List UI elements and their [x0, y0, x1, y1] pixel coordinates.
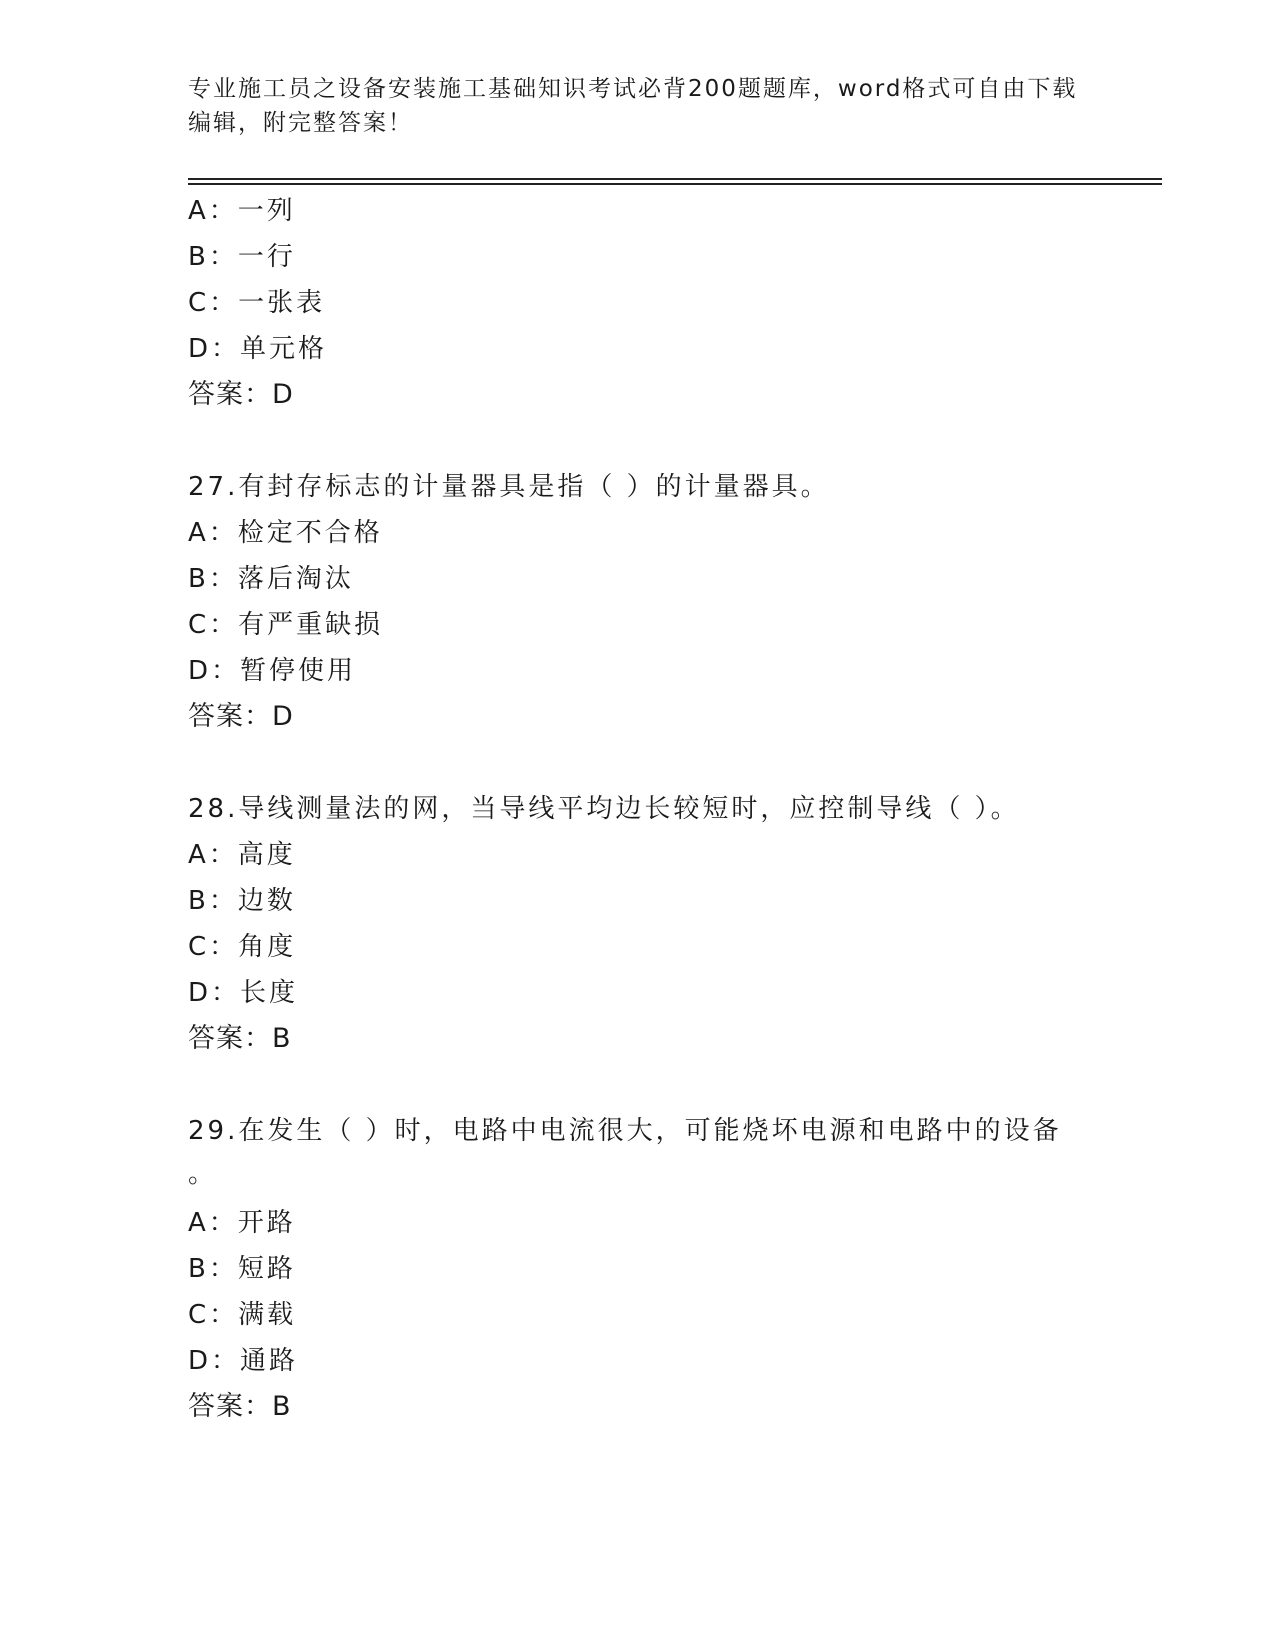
question-26	[188, 188, 1168, 418]
option-c: C：角度	[188, 932, 297, 962]
spacer	[188, 1062, 1168, 1108]
question-29	[188, 1108, 1168, 1430]
question-stem-continuation: 。	[188, 1159, 218, 1189]
question-27	[188, 464, 1168, 740]
header-title-line-2: 编辑，附完整答案！	[188, 110, 413, 136]
header-divider-top	[188, 178, 1162, 180]
question-28	[188, 786, 1168, 1062]
option-b: B：边数	[188, 886, 296, 916]
option-d: D：暂停使用	[188, 656, 357, 686]
answer: 答案：B	[188, 1023, 292, 1054]
answer: 答案：B	[188, 1391, 292, 1422]
question-stem: 29.在发生（ ）时，电路中电流很大，可能烧坏电源和电路中的设备	[188, 1116, 1062, 1146]
spacer	[188, 740, 1168, 786]
option-d: D：单元格	[188, 334, 328, 364]
option-b: B：短路	[188, 1254, 296, 1284]
spacer	[188, 418, 1168, 464]
answer: 答案：D	[188, 701, 294, 732]
option-c: C：满载	[188, 1300, 297, 1330]
option-a: A：开路	[188, 1208, 296, 1238]
question-list	[188, 188, 1168, 1430]
option-d: D：通路	[188, 1346, 299, 1376]
header-title-line-1: 专业施工员之设备安装施工基础知识考试必背200题题库，word格式可自由下载	[188, 76, 1078, 102]
option-a: A：高度	[188, 840, 296, 870]
header-divider-bottom	[188, 183, 1162, 185]
option-d: D：长度	[188, 978, 299, 1008]
document-header	[188, 72, 1088, 140]
option-c: C：一张表	[188, 288, 326, 318]
option-a: A：一列	[188, 196, 296, 226]
option-b: B：落后淘汰	[188, 564, 354, 594]
option-c: C：有严重缺损	[188, 610, 384, 640]
question-stem: 27.有封存标志的计量器具是指（ ）的计量器具。	[188, 472, 830, 502]
answer: 答案：D	[188, 379, 294, 410]
question-stem: 28.导线测量法的网，当导线平均边长较短时，应控制导线（ ）。	[188, 794, 1020, 824]
option-b: B：一行	[188, 242, 296, 272]
option-a: A：检定不合格	[188, 518, 383, 548]
